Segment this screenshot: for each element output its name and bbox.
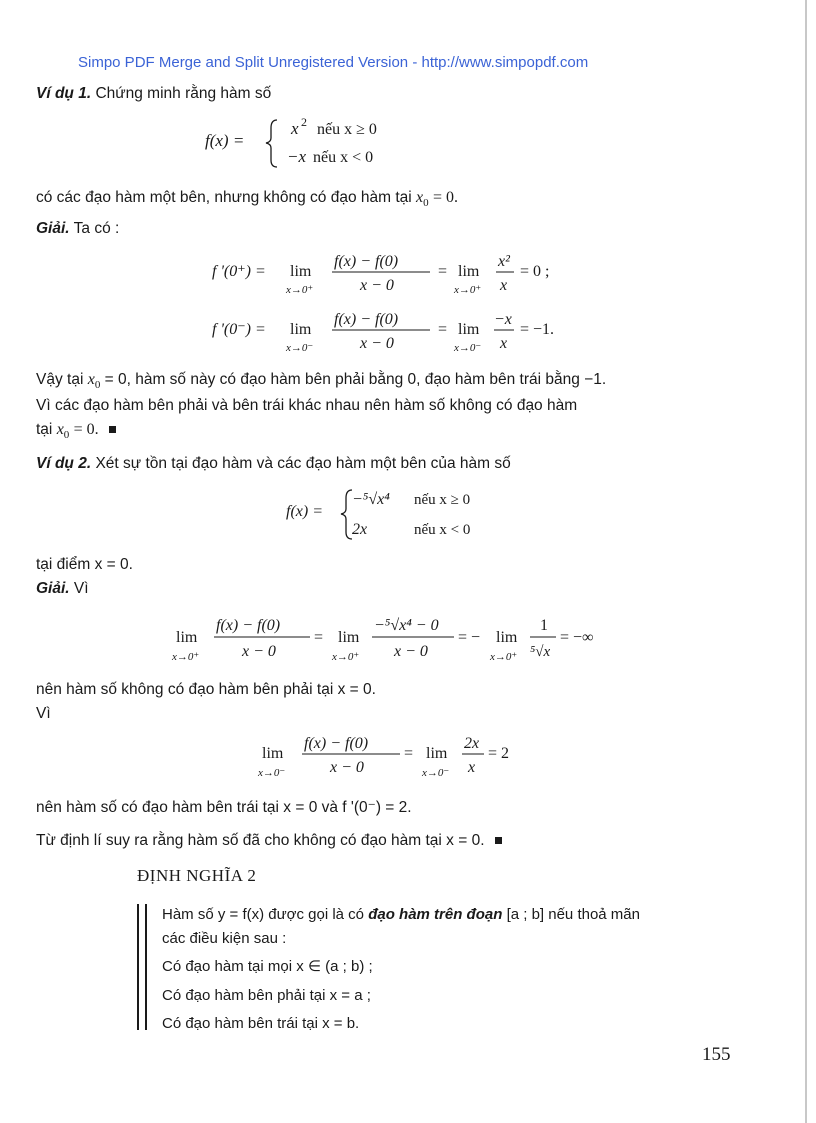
ex2-frac1-den: x − 0 bbox=[242, 643, 276, 660]
example2-case2-cond: nếu x < 0 bbox=[414, 522, 471, 538]
example2-solution-label: Giải. bbox=[36, 580, 70, 597]
right-frac-num: f(x) − f(0) bbox=[334, 253, 399, 270]
definition-double-bar bbox=[137, 904, 147, 1030]
ex2-eq1: = bbox=[314, 629, 324, 646]
example2-line-3 bbox=[36, 831, 502, 851]
example1-statement-text: có các đạo hàm một bên, nhưng không có đạo hàm tại bbox=[36, 189, 412, 206]
example2-left-limit-formula bbox=[258, 728, 538, 788]
ex2-neg-inf: = −∞ bbox=[560, 629, 594, 646]
ex2-neg-eq: = − bbox=[458, 629, 481, 646]
ex2-lfrac1-den: x − 0 bbox=[330, 759, 364, 776]
right-num-x2: x² bbox=[498, 253, 510, 270]
ex2-llim2: lim bbox=[426, 745, 448, 762]
end-of-proof-icon bbox=[495, 837, 502, 844]
left-lim-sub: x→0⁻ bbox=[286, 342, 314, 354]
example1-case1-sup: 2 bbox=[301, 115, 307, 129]
definition-heading: ĐỊNH NGHĨA 2 bbox=[137, 866, 257, 885]
right-lim2-sub: x→0⁺ bbox=[454, 284, 482, 296]
example1-brace bbox=[266, 120, 277, 167]
example2-case2-expr: 2x bbox=[352, 521, 368, 538]
conclusion1-x0: x bbox=[87, 371, 95, 388]
conclusion1-sub: 0 bbox=[94, 379, 101, 392]
example2-line-3-text: Từ định lí suy ra rằng hàm số đã cho không có đạo hàm tại x = 0. bbox=[36, 832, 485, 849]
ex2-lim1-sub: x→0⁺ bbox=[172, 651, 200, 663]
example2-solution bbox=[36, 579, 89, 599]
example1-case2-expr: −x bbox=[287, 147, 307, 166]
ex2-lim1: lim bbox=[176, 629, 198, 646]
right-lim: lim bbox=[290, 263, 312, 280]
page-edge-shadow bbox=[805, 0, 807, 1123]
conclusion1-b: = 0, hàm số này có đạo hàm bên phải bằng 0, đạo hàm bên trái bằng −1. bbox=[104, 371, 607, 388]
left-result: = −1. bbox=[520, 321, 555, 338]
right-deriv-label: f '(0⁺) = bbox=[212, 263, 266, 280]
left-den-x: x bbox=[500, 335, 508, 352]
example1-case2-cond: nếu x < 0 bbox=[313, 149, 374, 166]
conclusion3-sub: 0 bbox=[63, 429, 70, 442]
left-lim2-sub: x→0⁻ bbox=[454, 342, 482, 354]
right-eq: = bbox=[438, 263, 448, 280]
example1-conclusion-3 bbox=[36, 420, 116, 445]
right-derivative-formula bbox=[212, 246, 612, 302]
ex2-llim1: lim bbox=[262, 745, 284, 762]
definition-condition-2: Có đạo hàm bên phải tại x = a ; bbox=[162, 987, 371, 1004]
example2-right-limit-formula bbox=[172, 606, 612, 668]
ex2-lim2-sub: x→0⁺ bbox=[332, 651, 360, 663]
page-number: 155 bbox=[702, 1044, 731, 1065]
example2-vi: Vì bbox=[36, 705, 51, 722]
left-frac-den: x − 0 bbox=[360, 335, 394, 352]
example2-case1-expr: −⁵√x⁴ bbox=[352, 491, 390, 508]
watermark-text: Simpo PDF Merge and Split Unregistered Version - http://www.simpopdf.com bbox=[78, 54, 589, 71]
definition-line-2: các điều kiện sau : bbox=[162, 930, 287, 947]
example1-statement-eq: = 0. bbox=[432, 189, 458, 206]
example2-case1-cond: nếu x ≥ 0 bbox=[414, 492, 471, 508]
left-num-negx: −x bbox=[494, 311, 512, 328]
example1-intro bbox=[36, 84, 271, 104]
definition-line1-bold: đạo hàm trên đoạn bbox=[368, 906, 503, 923]
definition-line1-a: Hàm số y = f(x) được gọi là có bbox=[162, 906, 365, 923]
example1-case1-cond: nếu x ≥ 0 bbox=[317, 121, 377, 138]
example1-function-definition bbox=[205, 112, 425, 172]
example1-statement-sub: 0 bbox=[423, 197, 429, 210]
example1-solution-label: Giải. bbox=[36, 220, 70, 237]
ex2-frac1-num: f(x) − f(0) bbox=[216, 617, 281, 634]
right-lim2: lim bbox=[458, 263, 480, 280]
example1-statement-x0: x bbox=[416, 189, 424, 206]
ex2-lim2: lim bbox=[338, 629, 360, 646]
ex2-frac2-den: x − 0 bbox=[394, 643, 428, 660]
definition-line1-b: [a ; b] nếu thoả mãn bbox=[506, 906, 640, 923]
example2-line-2: nên hàm số có đạo hàm bên trái tại x = 0 và f '(0⁻) = 2. bbox=[36, 799, 412, 816]
left-deriv-label: f '(0⁻) = bbox=[212, 321, 266, 338]
ex2-lim3: lim bbox=[496, 629, 518, 646]
left-frac-num: f(x) − f(0) bbox=[334, 311, 399, 328]
example1-conclusion-1 bbox=[36, 370, 606, 395]
example1-conclusion-2: Vì các đạo hàm bên phải và bên trái khác nhau nên hàm số không có đạo hàm bbox=[36, 397, 578, 414]
ex2-result-2: = 2 bbox=[488, 745, 510, 762]
ex2-leq: = bbox=[404, 745, 414, 762]
example1-intro-text: Chứng minh rằng hàm số bbox=[95, 85, 272, 102]
left-eq: = bbox=[438, 321, 448, 338]
right-lim-sub: x→0⁺ bbox=[286, 284, 314, 296]
example1-func-lhs: f(x) = bbox=[205, 131, 245, 150]
example2-brace bbox=[341, 490, 352, 539]
ex2-lfrac2-num: 2x bbox=[464, 735, 480, 752]
ex2-lfrac2-den: x bbox=[468, 759, 476, 776]
ex2-lfrac1-num: f(x) − f(0) bbox=[304, 735, 369, 752]
example2-func-lhs: f(x) = bbox=[286, 503, 323, 520]
definition-line-1 bbox=[162, 905, 640, 925]
example2-function-definition bbox=[286, 482, 526, 544]
ex2-frac3-den: ⁵√x bbox=[530, 644, 551, 660]
end-of-proof-icon bbox=[109, 426, 116, 433]
definition-condition-1: Có đạo hàm tại mọi x ∈ (a ; b) ; bbox=[162, 958, 373, 975]
right-result: = 0 ; bbox=[520, 263, 550, 280]
definition-condition-3: Có đạo hàm bên trái tại x = b. bbox=[162, 1015, 360, 1032]
conclusion3-b: = 0. bbox=[73, 421, 99, 438]
ex2-frac3-num: 1 bbox=[540, 617, 548, 634]
example1-solution-intro: Ta có : bbox=[73, 220, 120, 237]
example2-label: Ví dụ 2. bbox=[36, 455, 92, 472]
conclusion3-x0: x bbox=[56, 421, 64, 438]
ex2-frac2-num: −⁵√x⁴ − 0 bbox=[374, 617, 439, 634]
example2-intro bbox=[36, 454, 511, 474]
right-den-x: x bbox=[500, 277, 508, 294]
ex2-llim1-sub: x→0⁻ bbox=[258, 767, 286, 779]
right-frac-den: x − 0 bbox=[360, 277, 394, 294]
example2-line-1: nên hàm số không có đạo hàm bên phải tại x = 0. bbox=[36, 681, 376, 698]
left-lim: lim bbox=[290, 321, 312, 338]
conclusion1-a: Vậy tại bbox=[36, 371, 84, 388]
example1-case1-expr: x bbox=[291, 119, 299, 138]
example2-solution-intro: Vì bbox=[73, 580, 89, 597]
example2-at-point: tại điểm x = 0. bbox=[36, 556, 133, 573]
left-derivative-formula bbox=[212, 304, 612, 360]
ex2-llim2-sub: x→0⁻ bbox=[422, 767, 450, 779]
example1-label: Ví dụ 1. bbox=[36, 85, 92, 102]
example1-solution bbox=[36, 219, 119, 239]
left-lim2: lim bbox=[458, 321, 480, 338]
example1-statement bbox=[36, 188, 458, 213]
ex2-lim3-sub: x→0⁺ bbox=[490, 651, 518, 663]
conclusion3-a: tại bbox=[36, 421, 53, 438]
example2-intro-text: Xét sự tồn tại đạo hàm và các đạo hàm một bên của hàm số bbox=[95, 455, 511, 472]
